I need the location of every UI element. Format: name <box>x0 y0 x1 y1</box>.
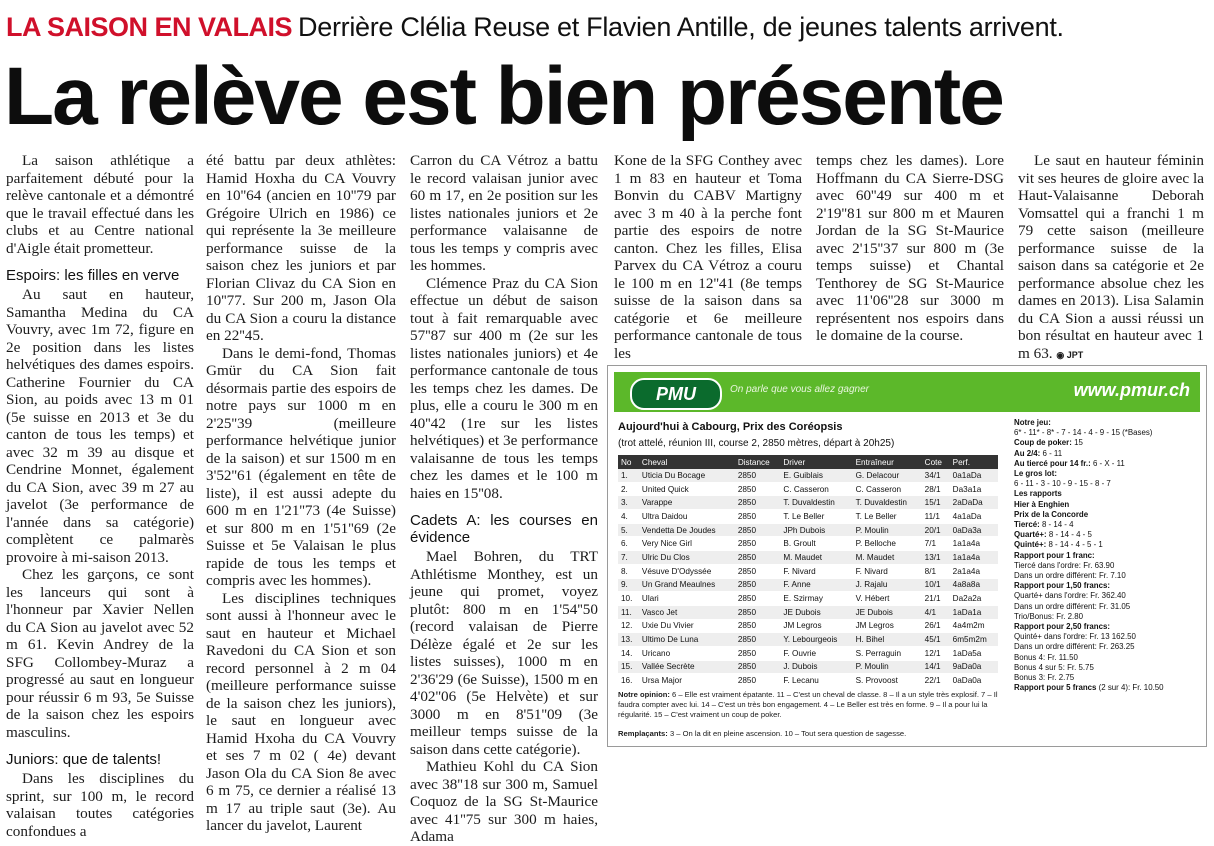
paragraph <box>1018 152 1204 364</box>
opinion-text: 6 – Elle est vraiment épatante. 11 – C'est un cheval de classe. 8 – Il a un style très explosif. 7 – Il faudra compter avec lui. 14 – C'est un très bon engagement. 4 – Le Beller est très en forme. 9 – Il a pour lui la régularité. 15 – C'est vraiment un coup de poker. <box>618 690 998 719</box>
quarte-value: 8 - 14 - 4 - 5 <box>1048 530 1092 540</box>
paragraph: Clémence Praz du CA Sion effectue un début de saison tout à fait remarquable avec 57''87 sur 400 m (2e sur les listes nationales juniors) et 4e performance cantonale de tous les temps chez les dames. De plus, elle a couru le 300 m en 40''42 (1re sur les listes helvétiques) et 3e performance valaisanne de tous les temps chez les dames et le 100 m haies en 15''08. <box>410 274 598 502</box>
table-cell: JPh Dubois <box>780 523 852 537</box>
table-cell: 1. <box>618 469 639 482</box>
runners-table <box>618 455 998 688</box>
race-title: Aujourd'hui à Cabourg, Prix des Coréopsis <box>618 421 843 433</box>
rapport1-a: Tiercé dans l'ordre: Fr. 63.90 <box>1014 560 1115 570</box>
table-cell: E. Guiblais <box>780 469 852 482</box>
table-cell: 2. <box>618 482 639 496</box>
remplacants-label: Remplaçants: <box>618 729 668 738</box>
rapport250-e: Bonus 3: Fr. 2.75 <box>1014 673 1075 683</box>
quinte-value: 8 - 14 - 4 - 5 - 1 <box>1048 540 1103 550</box>
table-cell: C. Casseron <box>780 482 852 496</box>
table-cell: F. Nivard <box>780 564 852 578</box>
column-header: Driver <box>780 455 852 469</box>
table-row <box>618 537 998 551</box>
table-cell: Uricano <box>639 646 735 660</box>
table-cell: Un Grand Meaulnes <box>639 578 735 592</box>
table-cell: 21/1 <box>922 592 950 606</box>
table-cell: H. Bihel <box>853 633 922 647</box>
table-cell: 3. <box>618 496 639 510</box>
deux-label: Au 2/4: <box>1014 448 1041 458</box>
section-heading: Espoirs: les filles en verve <box>6 267 180 284</box>
poker-label: Coup de poker: <box>1014 438 1072 448</box>
table-cell: T. Duvaldestin <box>853 496 922 510</box>
poker-value: 15 <box>1074 438 1083 448</box>
section-heading: Cadets A: les courses en évidence <box>410 512 598 546</box>
rapport250-d: Bonus 4 sur 5: Fr. 5.75 <box>1014 662 1094 672</box>
rapport250-label: Rapport pour 2,50 francs: <box>1014 622 1111 632</box>
table-cell: 0aDa0a <box>950 674 998 688</box>
table-cell: 2850 <box>735 633 781 647</box>
table-cell: 12/1 <box>922 646 950 660</box>
table-cell: 1aDa5a <box>950 646 998 660</box>
rapports-label: Les rapports <box>1014 489 1062 499</box>
opinion-label: Notre opinion: <box>618 690 670 699</box>
column-header: Cote <box>922 455 950 469</box>
table-cell: Vasco Jet <box>639 605 735 619</box>
table-cell: 2850 <box>735 578 781 592</box>
table-row <box>618 660 998 674</box>
table-cell: 2850 <box>735 646 781 660</box>
table-row <box>618 633 998 647</box>
byline-text: JPT <box>1066 349 1084 360</box>
table-row <box>618 551 998 565</box>
table-cell: B. Groult <box>780 537 852 551</box>
table-cell: 11/1 <box>922 510 950 524</box>
paragraph: Mathieu Kohl du CA Sion avec 38''18 sur 300 m, Samuel Coquoz de la SG St-Maurice avec 41''75 sur 300 m haies, Adama <box>410 758 598 845</box>
table-cell: JE Dubois <box>780 605 852 619</box>
table-row <box>618 523 998 537</box>
table-cell: 2850 <box>735 523 781 537</box>
table-cell: 22/1 <box>922 674 950 688</box>
table-cell: JE Dubois <box>853 605 922 619</box>
table-cell: 14/1 <box>922 660 950 674</box>
table-cell: 12. <box>618 619 639 633</box>
pmu-opinion <box>618 690 1002 720</box>
table-cell: Da3a1a <box>950 482 998 496</box>
table-row <box>618 578 998 592</box>
table-cell: 1a1a4a <box>950 551 998 565</box>
table-cell: Y. Lebourgeois <box>780 633 852 647</box>
quarte-label: Quarté+: <box>1014 530 1047 540</box>
paragraph: Les disciplines techniques sont aussi à l'honneur avec le saut en hauteur et Michael Ravedoni du CA Sion et son record personnel à 2 m 04 (meilleure performance suisse de la saison chez les juniors), le saut en longueur avec Hamid Hxoha du CA Vouvry et ses 7 m 02 ( 4e) devant Jason Ola du CA Sion 8e avec 6 m 75, ce dernier a réalisé 13 m 17 au triple saut (3e). Au lancer du javelot, Laurent <box>206 589 396 834</box>
table-row <box>618 674 998 688</box>
table-cell: Very Nice Girl <box>639 537 735 551</box>
byline: ◉ JPT <box>1056 349 1084 360</box>
article-column-4 <box>614 152 802 362</box>
rapport250-a: Quinté+ dans l'ordre: Fr. 13 162.50 <box>1014 632 1136 642</box>
table-cell: 4a8a8a <box>950 578 998 592</box>
table-cell: M. Maudet <box>853 551 922 565</box>
pmu-logo: PMU <box>630 378 722 410</box>
table-cell: 2850 <box>735 510 781 524</box>
table-row <box>618 605 998 619</box>
table-cell: 0aDa3a <box>950 523 998 537</box>
paragraph: Chez les garçons, ce sont les lanceurs qui sont à l'honneur par Xavier Nellen du CA Sion au javelot avec 52 m 61. Kevin Andrey de la SFG Collombey-Muraz a progressé au saut en longueur pour réussir 6 m 93, 5e Suisse de la saison chez les espoirs masculins. <box>6 566 194 741</box>
table-cell: 2850 <box>735 660 781 674</box>
remplacants-text: 3 – On la dit en pleine ascension. 10 – Tout sera question de sagesse. <box>669 729 907 738</box>
table-cell: 11. <box>618 605 639 619</box>
pmu-slogan: On parle que vous allez gagner <box>730 384 869 395</box>
article-column-3 <box>410 152 598 846</box>
table-cell: 45/1 <box>922 633 950 647</box>
rapport1-b: Dans un ordre différent: Fr. 7.10 <box>1014 571 1126 581</box>
table-cell: Uxie Du Vivier <box>639 619 735 633</box>
table-cell: 2aDaDa <box>950 496 998 510</box>
table-row <box>618 619 998 633</box>
table-cell: Ulari <box>639 592 735 606</box>
subtitle: Derrière Clélia Reuse et Flavien Antille, de jeunes talents arrivent. <box>298 12 1064 42</box>
table-cell: 8/1 <box>922 564 950 578</box>
quinte-label: Quinté+: <box>1014 540 1047 550</box>
paragraph-text: Le saut en hauteur féminin vit ses heures de gloire avec la Haut-Valaisanne Deborah Vomsattel qui a franchi 1 m 79 cette saison (meilleure performance suisse de la saison dans sa catégorie et 2e performance absolue chez les dames en 2013). Lisa Salamin du CA Sion a aussi réussi un bon résultat en hauteur avec 1 m 63. <box>1018 152 1204 362</box>
paragraph: été battu par deux athlètes: Hamid Hoxha du CA Vouvry en 10''64 (ancien en 10''79 par Grégoire Ulrich en 1986) ce qui représente la 3e meilleure performance suisse de la saison chez les juniors et par Florian Clivaz du CA Sion en 10''77. Sur 200 m, Jason Ola du CA Sion a couru la distance en 22''45. <box>206 152 396 344</box>
table-cell: P. Belloche <box>853 537 922 551</box>
table-cell: 6m5m2m <box>950 633 998 647</box>
table-cell: S. Perraguin <box>853 646 922 660</box>
kicker <box>6 12 1064 48</box>
table-cell: Vésuve D'Odyssée <box>639 564 735 578</box>
rapport250-c: Bonus 4: Fr. 11.50 <box>1014 652 1078 662</box>
rubric: LA SAISON EN VALAIS <box>6 12 293 42</box>
pmu-sidebar <box>1014 418 1200 693</box>
table-cell: Vendetta De Joudes <box>639 523 735 537</box>
table-header-row <box>618 455 998 469</box>
table-row <box>618 646 998 660</box>
paragraph: Dans les disciplines du sprint, sur 100 m, le record valaisan toutes catégories confondues a <box>6 770 194 840</box>
table-cell: 7. <box>618 551 639 565</box>
column-header: No <box>618 455 639 469</box>
table-cell: F. Nivard <box>853 564 922 578</box>
table-cell: V. Hébert <box>853 592 922 606</box>
table-cell: Ultra Daidou <box>639 510 735 524</box>
rapport1-label: Rapport pour 1 franc: <box>1014 550 1095 560</box>
table-cell: United Quick <box>639 482 735 496</box>
table-cell: 16. <box>618 674 639 688</box>
table-row <box>618 592 998 606</box>
table-cell: P. Moulin <box>853 660 922 674</box>
tierce2-label: Tiercé: <box>1014 520 1040 530</box>
tierce-value: 6 - X - 11 <box>1092 458 1125 468</box>
table-cell: 2850 <box>735 482 781 496</box>
table-row <box>618 469 998 482</box>
hier-label: Hier à Enghien <box>1014 499 1070 509</box>
headline: La relève est bien présente <box>4 51 1003 142</box>
rapport5-value: (2 sur 4): Fr. 10.50 <box>1098 683 1164 693</box>
table-cell: Ulric Du Clos <box>639 551 735 565</box>
table-cell: F. Lecanu <box>780 674 852 688</box>
table-cell: F. Ouvrie <box>780 646 852 660</box>
table-cell: 15/1 <box>922 496 950 510</box>
table-cell: S. Provoost <box>853 674 922 688</box>
table-cell: 1a1a4a <box>950 537 998 551</box>
table-cell: 2850 <box>735 496 781 510</box>
article-column-6 <box>1018 152 1204 364</box>
table-cell: G. Delacour <box>853 469 922 482</box>
table-cell: 20/1 <box>922 523 950 537</box>
table-cell: 9. <box>618 578 639 592</box>
paragraph: Carron du CA Vétroz a battu le record valaisan junior avec 60 m 17, en 2e position sur les listes nationales juniors et 2e performance valaisanne de tous les temps y compris avec les hommes. <box>410 152 598 274</box>
article-column-1 <box>6 152 194 840</box>
table-cell: 2a1a4a <box>950 564 998 578</box>
table-cell: 8. <box>618 564 639 578</box>
table-cell: 13. <box>618 633 639 647</box>
rapport150-label: Rapport pour 1,50 francs: <box>1014 581 1111 591</box>
rapport150-a: Quarté+ dans l'ordre: Fr. 362.40 <box>1014 591 1126 601</box>
article-column-2 <box>206 152 396 835</box>
article-column-5 <box>816 152 1004 345</box>
table-cell: 7/1 <box>922 537 950 551</box>
table-cell: 4a4m2m <box>950 619 998 633</box>
table-cell: 10. <box>618 592 639 606</box>
table-cell: J. Rajalu <box>853 578 922 592</box>
pmu-remplacants <box>618 729 1002 738</box>
rapport150-c: Trio/Bonus: Fr. 2.80 <box>1014 611 1083 621</box>
table-cell: 13/1 <box>922 551 950 565</box>
table-row <box>618 496 998 510</box>
table-cell: 2850 <box>735 592 781 606</box>
pmu-banner <box>614 372 1200 412</box>
paragraph: temps chez les dames). Lore Hoffmann du CA Sierre-DSG avec 60''49 sur 400 m et 2'19''81 sur 800 m et Mauren Jordan de la SG St-Maurice avec 2'15''37 sur 800 m (3e temps suisse) et Chantal Tenthorey de SG St-Maurice avec 11'06''28 sur 3000 m représentent nos espoirs dans le domaine de la course. <box>816 152 1004 344</box>
lot-value: 6 - 11 - 3 - 10 - 9 - 15 - 8 - 7 <box>1014 479 1111 489</box>
rapport5-label: Rapport pour 5 francs <box>1014 683 1097 693</box>
table-cell: Vallée Secrète <box>639 660 735 674</box>
table-cell: E. Szirmay <box>780 592 852 606</box>
table-cell: Ultimo De Luna <box>639 633 735 647</box>
column-header: Perf. <box>950 455 998 469</box>
table-cell: JM Legros <box>853 619 922 633</box>
lot-label: Le gros lot: <box>1014 469 1057 479</box>
race-info: (trot attelé, réunion III, course 2, 2850 mètres, départ à 20h25) <box>618 438 895 449</box>
table-cell: 2850 <box>735 564 781 578</box>
paragraph: Kone de la SFG Conthey avec 1 m 83 en hauteur et Toma Bonvin du CABV Martigny avec 3 m 40 à la perche font partie des espoirs de notre canton. Chez les filles, Elisa Parvex du CA Vétroz a couru le 100 m en 12''41 (8e temps suisse de la saison dans sa catégorie et 6e meilleure performance cantonale de tous les <box>614 152 802 362</box>
table-cell: Ursa Major <box>639 674 735 688</box>
rapport150-b: Dans un ordre différent: Fr. 31.05 <box>1014 601 1131 611</box>
prix-label: Prix de la Concorde <box>1014 509 1089 519</box>
table-cell: 15. <box>618 660 639 674</box>
table-cell: 0a1aDa <box>950 469 998 482</box>
table-cell: 6. <box>618 537 639 551</box>
table-cell: 26/1 <box>922 619 950 633</box>
table-cell: F. Anne <box>780 578 852 592</box>
column-header: Cheval <box>639 455 735 469</box>
paragraph: Dans le demi-fond, Thomas Gmür du CA Sion fait désormais partie des espoirs de notre pays sur 1000 m en 2'25''39 (meilleure performance helvétique junior de la saison) et sur 1500 m en 3'52''61 (également en tête de liste), il est aussi adepte du 600 m en 1'21''73 (4e Suisse) et sur 800 m en 1'51''69 (2e Suisse et 5e Valaisan le plus rapide de tous les temps et compris avec les hommes). <box>206 344 396 589</box>
jeu-label: Notre jeu: <box>1014 418 1051 427</box>
table-cell: 34/1 <box>922 469 950 482</box>
table-cell: 2850 <box>735 619 781 633</box>
paragraph: Au saut en hauteur, Samantha Medina du CA Vouvry, avec 1m 72, figure en 2e position dans les listes helvétiques des dames espoirs. Catherine Fournier du CA Sion, au poids avec 13 m 01 (5e suisse en 2013 et 3e du canton de tous les temps) et avec 32 m 39 au disque et Cendrine Monnet, également du CA Sion, avec 39 m 27 au javelot (3e performance de l'année dans sa catégorie) complètent ce palmarès provoire à mi-saison 2013. <box>6 286 194 566</box>
table-cell: 2850 <box>735 469 781 482</box>
table-cell: C. Casseron <box>853 482 922 496</box>
table-cell: JM Legros <box>780 619 852 633</box>
column-header: Entraîneur <box>853 455 922 469</box>
table-cell: Uticia Du Bocage <box>639 469 735 482</box>
table-cell: 2850 <box>735 537 781 551</box>
table-cell: T. Le Beller <box>780 510 852 524</box>
rapport250-b: Dans un ordre différent: Fr. 263.25 <box>1014 642 1135 652</box>
table-cell: 1aDa1a <box>950 605 998 619</box>
table-cell: 10/1 <box>922 578 950 592</box>
section-heading: Juniors: que de talents! <box>6 751 162 768</box>
table-cell: P. Moulin <box>853 523 922 537</box>
pmu-url: www.pmur.ch <box>1073 380 1190 400</box>
table-body <box>618 469 998 688</box>
table-cell: Varappe <box>639 496 735 510</box>
table-cell: 2850 <box>735 605 781 619</box>
tierce2-value: 8 - 14 - 4 <box>1041 520 1074 530</box>
paragraph: Mael Bohren, du TRT Athlétisme Monthey, est un jeune qui promet, voyez plutôt: 800 m en 1'54''50 (record valaisan de Pierre Délèze égalé et 2e sur les listes suisses), 1000 m en 2'36'29 (6e Suisse), 1500 m en 4'02''06 (5e Helvète) et sur 3000 m en 8'51''09 (3e meilleur temps suisse de la saison dans cette catégorie). <box>410 548 598 758</box>
table-cell: 28/1 <box>922 482 950 496</box>
table-cell: 4. <box>618 510 639 524</box>
table-cell: 9aDa0a <box>950 660 998 674</box>
table-cell: M. Maudet <box>780 551 852 565</box>
column-header: Distance <box>735 455 781 469</box>
deux-value: 6 - 11 <box>1042 448 1063 458</box>
table-cell: J. Dubois <box>780 660 852 674</box>
table-cell: 4/1 <box>922 605 950 619</box>
table-cell: T. Duvaldestin <box>780 496 852 510</box>
table-cell: T. Le Beller <box>853 510 922 524</box>
pmu-box <box>607 365 1207 747</box>
table-row <box>618 510 998 524</box>
table-cell: Da2a2a <box>950 592 998 606</box>
tierce-label: Au tiercé pour 14 fr.: <box>1014 458 1091 468</box>
table-cell: 14. <box>618 646 639 660</box>
table-row <box>618 482 998 496</box>
table-cell: 4a1aDa <box>950 510 998 524</box>
paragraph: La saison athlétique a parfaitement débuté pour la relève cantonale et a démontré que le travail effectué dans les clubs et au Centre national d'Aigle était prometteur. <box>6 152 194 257</box>
jeu-value: 6* - 11* - 8* - 7 - 14 - 4 - 9 - 15 (*Bases) <box>1014 428 1153 438</box>
table-cell: 2850 <box>735 674 781 688</box>
table-cell: 2850 <box>735 551 781 565</box>
table-row <box>618 564 998 578</box>
table-cell: 5. <box>618 523 639 537</box>
